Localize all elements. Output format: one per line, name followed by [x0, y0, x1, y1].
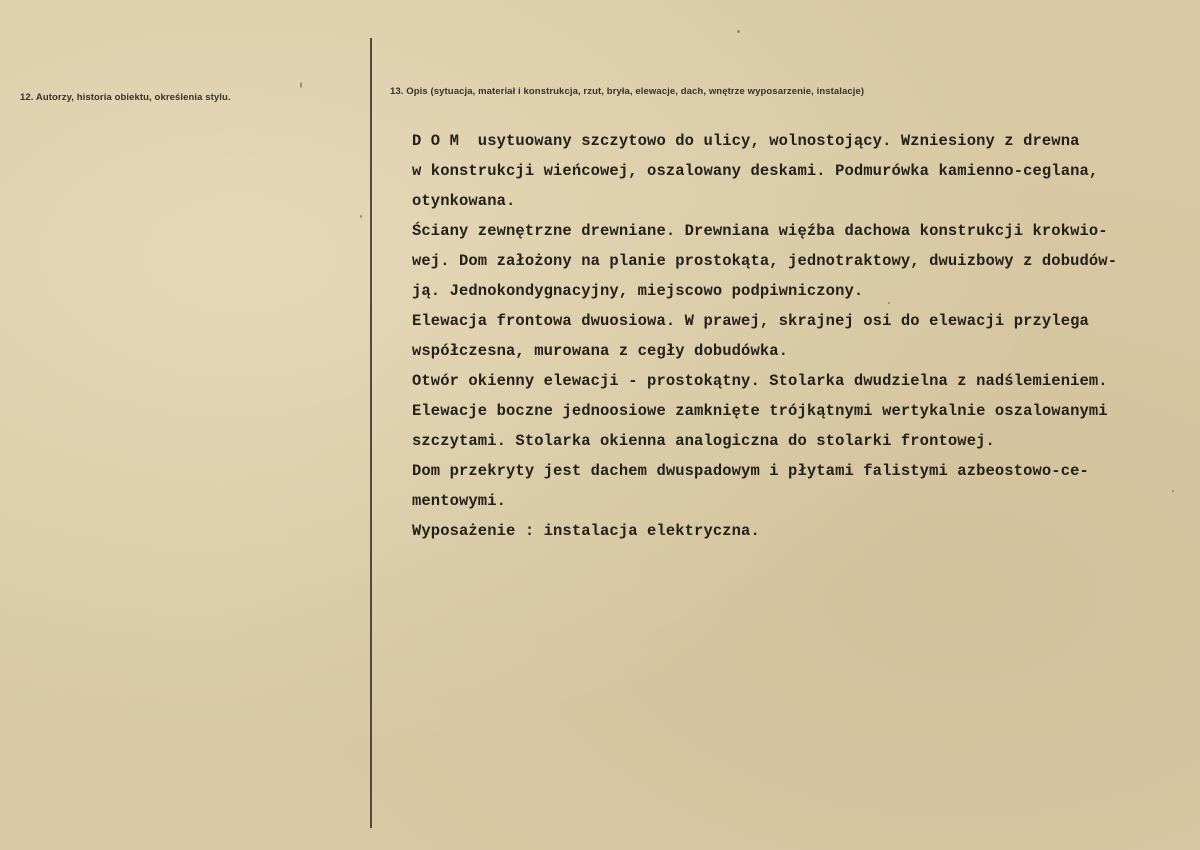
paper-speck [737, 30, 740, 33]
section-12-header: 12. Autorzy, historia obiektu, określenia stylu. [20, 92, 231, 103]
description-line: ją. Jednokondygnacyjny, miejscowo podpiwniczony. [412, 282, 864, 300]
description-line: wej. Dom założony na planie prostokąta, jednotraktowy, dwuizbowy z dobudów- [412, 252, 1118, 270]
section-13-header: 13. Opis (sytuacja, materiał i konstrukcja, rzut, bryła, elewacje, dach, wnętrze wyposarzenie, instalacje) [390, 86, 865, 97]
description-line: Elewacje boczne jednoosiowe zamknięte trójkątnymi wertykalnie oszalowanymi [412, 402, 1108, 420]
description-text [412, 126, 1172, 546]
description-line: D O M usytuowany szczytowo do ulicy, wolnostojący. Wzniesiony z drewna [412, 132, 1080, 150]
description-line: Elewacja frontowa dwuosiowa. W prawej, skrajnej osi do elewacji przylega [412, 312, 1089, 330]
paper-speck [888, 302, 890, 304]
paper-speck [300, 82, 302, 88]
description-line: Dom przekryty jest dachem dwuspadowym i płytami falistymi azbeostowo-ce- [412, 462, 1089, 480]
column-divider [370, 38, 372, 828]
description-line: współczesna, murowana z cegły dobudówka. [412, 342, 789, 360]
paper-speck [360, 215, 362, 218]
paper-speck [1172, 490, 1174, 492]
description-line: szczytami. Stolarka okienna analogiczna do stolarki frontowej. [412, 432, 995, 450]
description-line: Ściany zewnętrzne drewniane. Drewniana więźba dachowa konstrukcji krokwio- [412, 222, 1108, 240]
description-line: Wyposażenie : instalacja elektryczna. [412, 522, 760, 540]
description-line: mentowymi. [412, 492, 507, 510]
description-line: otynkowana. [412, 192, 516, 210]
description-line: Otwór okienny elewacji - prostokątny. Stolarka dwudzielna z nadślemieniem. [412, 372, 1108, 390]
description-line: w konstrukcji wieńcowej, oszalowany deskami. Podmurówka kamienno-ceglana, [412, 162, 1099, 180]
